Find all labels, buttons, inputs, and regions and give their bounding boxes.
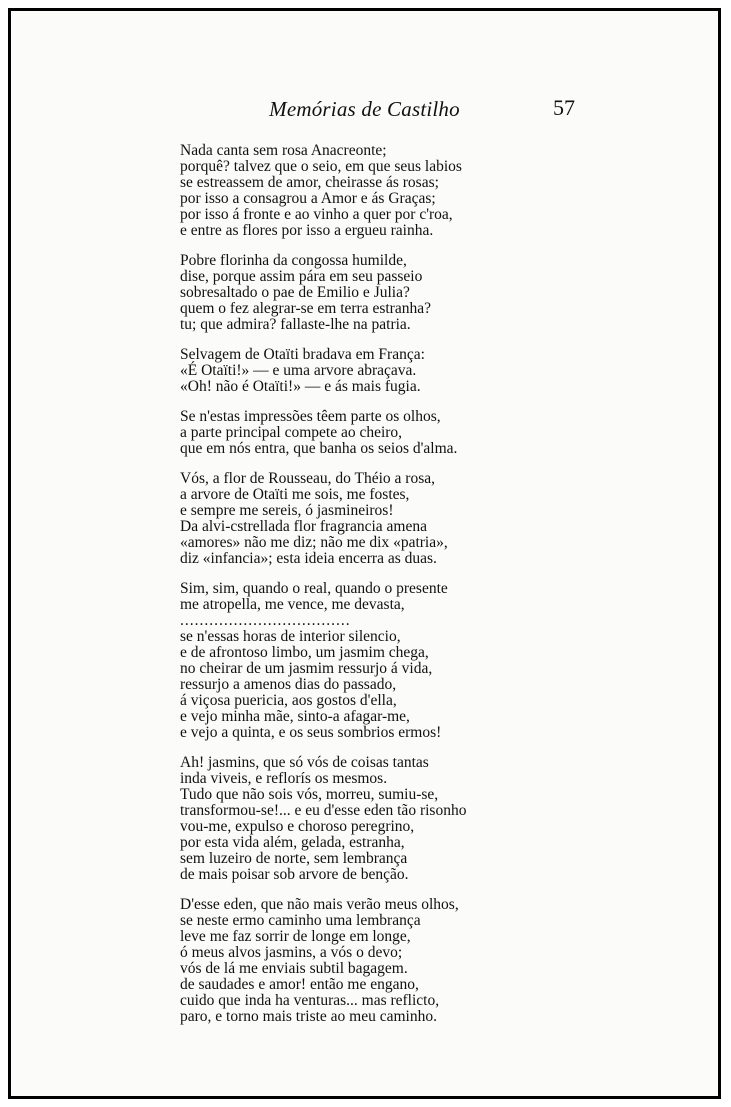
poem-line: e de afrontoso limbo, um jasmim chega, <box>180 644 429 661</box>
poem-line: á viçosa puericia, aos gostos d'ella, <box>180 692 397 709</box>
poem-line: Sim, sim, quando o real, quando o presente <box>180 580 448 597</box>
poem-line: Se n'estas impressões têem parte os olhos, <box>180 408 441 425</box>
poem-line: vós de lá me enviais subtil bagagem. <box>180 960 408 977</box>
poem-line: e vejo minha mãe, sinto-a afagar-me, <box>180 708 410 725</box>
stanza-5 <box>180 471 520 567</box>
poem-line: ressurjo a amenos dias do passado, <box>180 676 397 693</box>
poem-line: a arvore de Otaïti me sois, me fostes, <box>180 486 410 503</box>
poem-line: se estreassem de amor, cheirasse ás rosas; <box>180 174 439 191</box>
poem-line: transformou-se!... e eu d'esse eden tão risonho <box>180 802 467 819</box>
poem-line: diz «infancia»; esta ideia encerra as duas. <box>180 550 437 567</box>
poem-line: paro, e torno mais triste ao meu caminho. <box>180 1008 437 1025</box>
poem-line: «Oh! não é Otaïti!» — e ás mais fugia. <box>180 378 421 395</box>
poem-line: no cheirar de um jasmim ressurjo á vida, <box>180 660 433 677</box>
poem-line: Pobre florinha da congossa humilde, <box>180 252 407 269</box>
poem-line: Tudo que não sois vós, morreu, sumiu-se, <box>180 786 439 803</box>
poem-body <box>180 143 520 1039</box>
poem-line: sobresaltado o pae de Emilio e Julia? <box>180 284 410 301</box>
poem-line: D'esse eden, que não mais verão meus olhos, <box>180 896 459 913</box>
poem-line: sem luzeiro de norte, sem lembrança <box>180 850 408 867</box>
poem-line: inda viveis, e reflorís os mesmos. <box>180 770 388 787</box>
poem-line: se neste ermo caminho uma lembrança <box>180 912 421 929</box>
poem-line: me atropella, me vence, me devasta, <box>180 596 405 613</box>
poem-line: Ah! jasmins, que só vós de coisas tantas <box>180 754 429 771</box>
poem-line: quem o fez alegrar-se em terra estranha? <box>180 300 431 317</box>
stanza-1 <box>180 143 520 239</box>
poem-line: cuido que inda ha venturas... mas reflicto, <box>180 992 440 1009</box>
poem-line: por isso a consagrou a Amor e ás Graças; <box>180 190 436 207</box>
poem-line: que em nós entra, que banha os seios d'alma. <box>180 440 458 457</box>
stanza-6 <box>180 581 520 741</box>
poem-line: Vós, a flor de Rousseau, do Théio a rosa, <box>180 470 435 487</box>
poem-line: a parte principal compete ao cheiro, <box>180 424 403 441</box>
poem-line: por esta vida além, gelada, estranha, <box>180 834 405 851</box>
stanza-3 <box>180 347 520 395</box>
poem-line: Selvagem de Otaïti bradava em França: <box>180 346 425 363</box>
poem-line: se n'essas horas de interior silencio, <box>180 628 401 645</box>
poem-line: vou-me, expulso e choroso peregrino, <box>180 818 415 835</box>
poem-line: «É Otaïti!» — e uma arvore abraçava. <box>180 362 417 379</box>
poem-line: e sempre me sereis, ó jasmineiros! <box>180 502 394 519</box>
poem-line: e vejo a quinta, e os seus sombrios ermos! <box>180 724 442 741</box>
poem-line: tu; que admira? fallaste-lhe na patria. <box>180 316 411 333</box>
elision-dots: ................................... <box>180 612 351 629</box>
poem-line: porquê? talvez que o seio, em que seus labios <box>180 158 462 175</box>
poem-line: de mais poisar sob arvore de benção. <box>180 866 409 883</box>
poem-line: ó meus alvos jasmins, a vós o devo; <box>180 944 403 961</box>
poem-line: dise, porque assim pára em seu passeio <box>180 268 423 285</box>
poem-line: por isso á fronte e ao vinho a quer por c'roa, <box>180 206 453 223</box>
running-header-title: Memórias de Castilho <box>269 97 460 121</box>
poem-line: Da alvi-cstrellada flor fragrancia amena <box>180 518 427 535</box>
stanza-4 <box>180 409 520 457</box>
page-number: 57 <box>553 95 575 120</box>
poem-line: e entre as flores por isso a ergueu rainha. <box>180 222 434 239</box>
poem-line: Nada canta sem rosa Anacreonte; <box>180 142 387 159</box>
stanza-8 <box>180 897 520 1025</box>
poem-line: «amores» não me diz; não me dix «patria», <box>180 534 448 551</box>
stanza-7 <box>180 755 520 883</box>
stanza-2 <box>180 253 520 333</box>
poem-line: de saudades e amor! então me engano, <box>180 976 419 993</box>
poem-line: leve me faz sorrir de longe em longe, <box>180 928 411 945</box>
book-page <box>8 8 721 1099</box>
